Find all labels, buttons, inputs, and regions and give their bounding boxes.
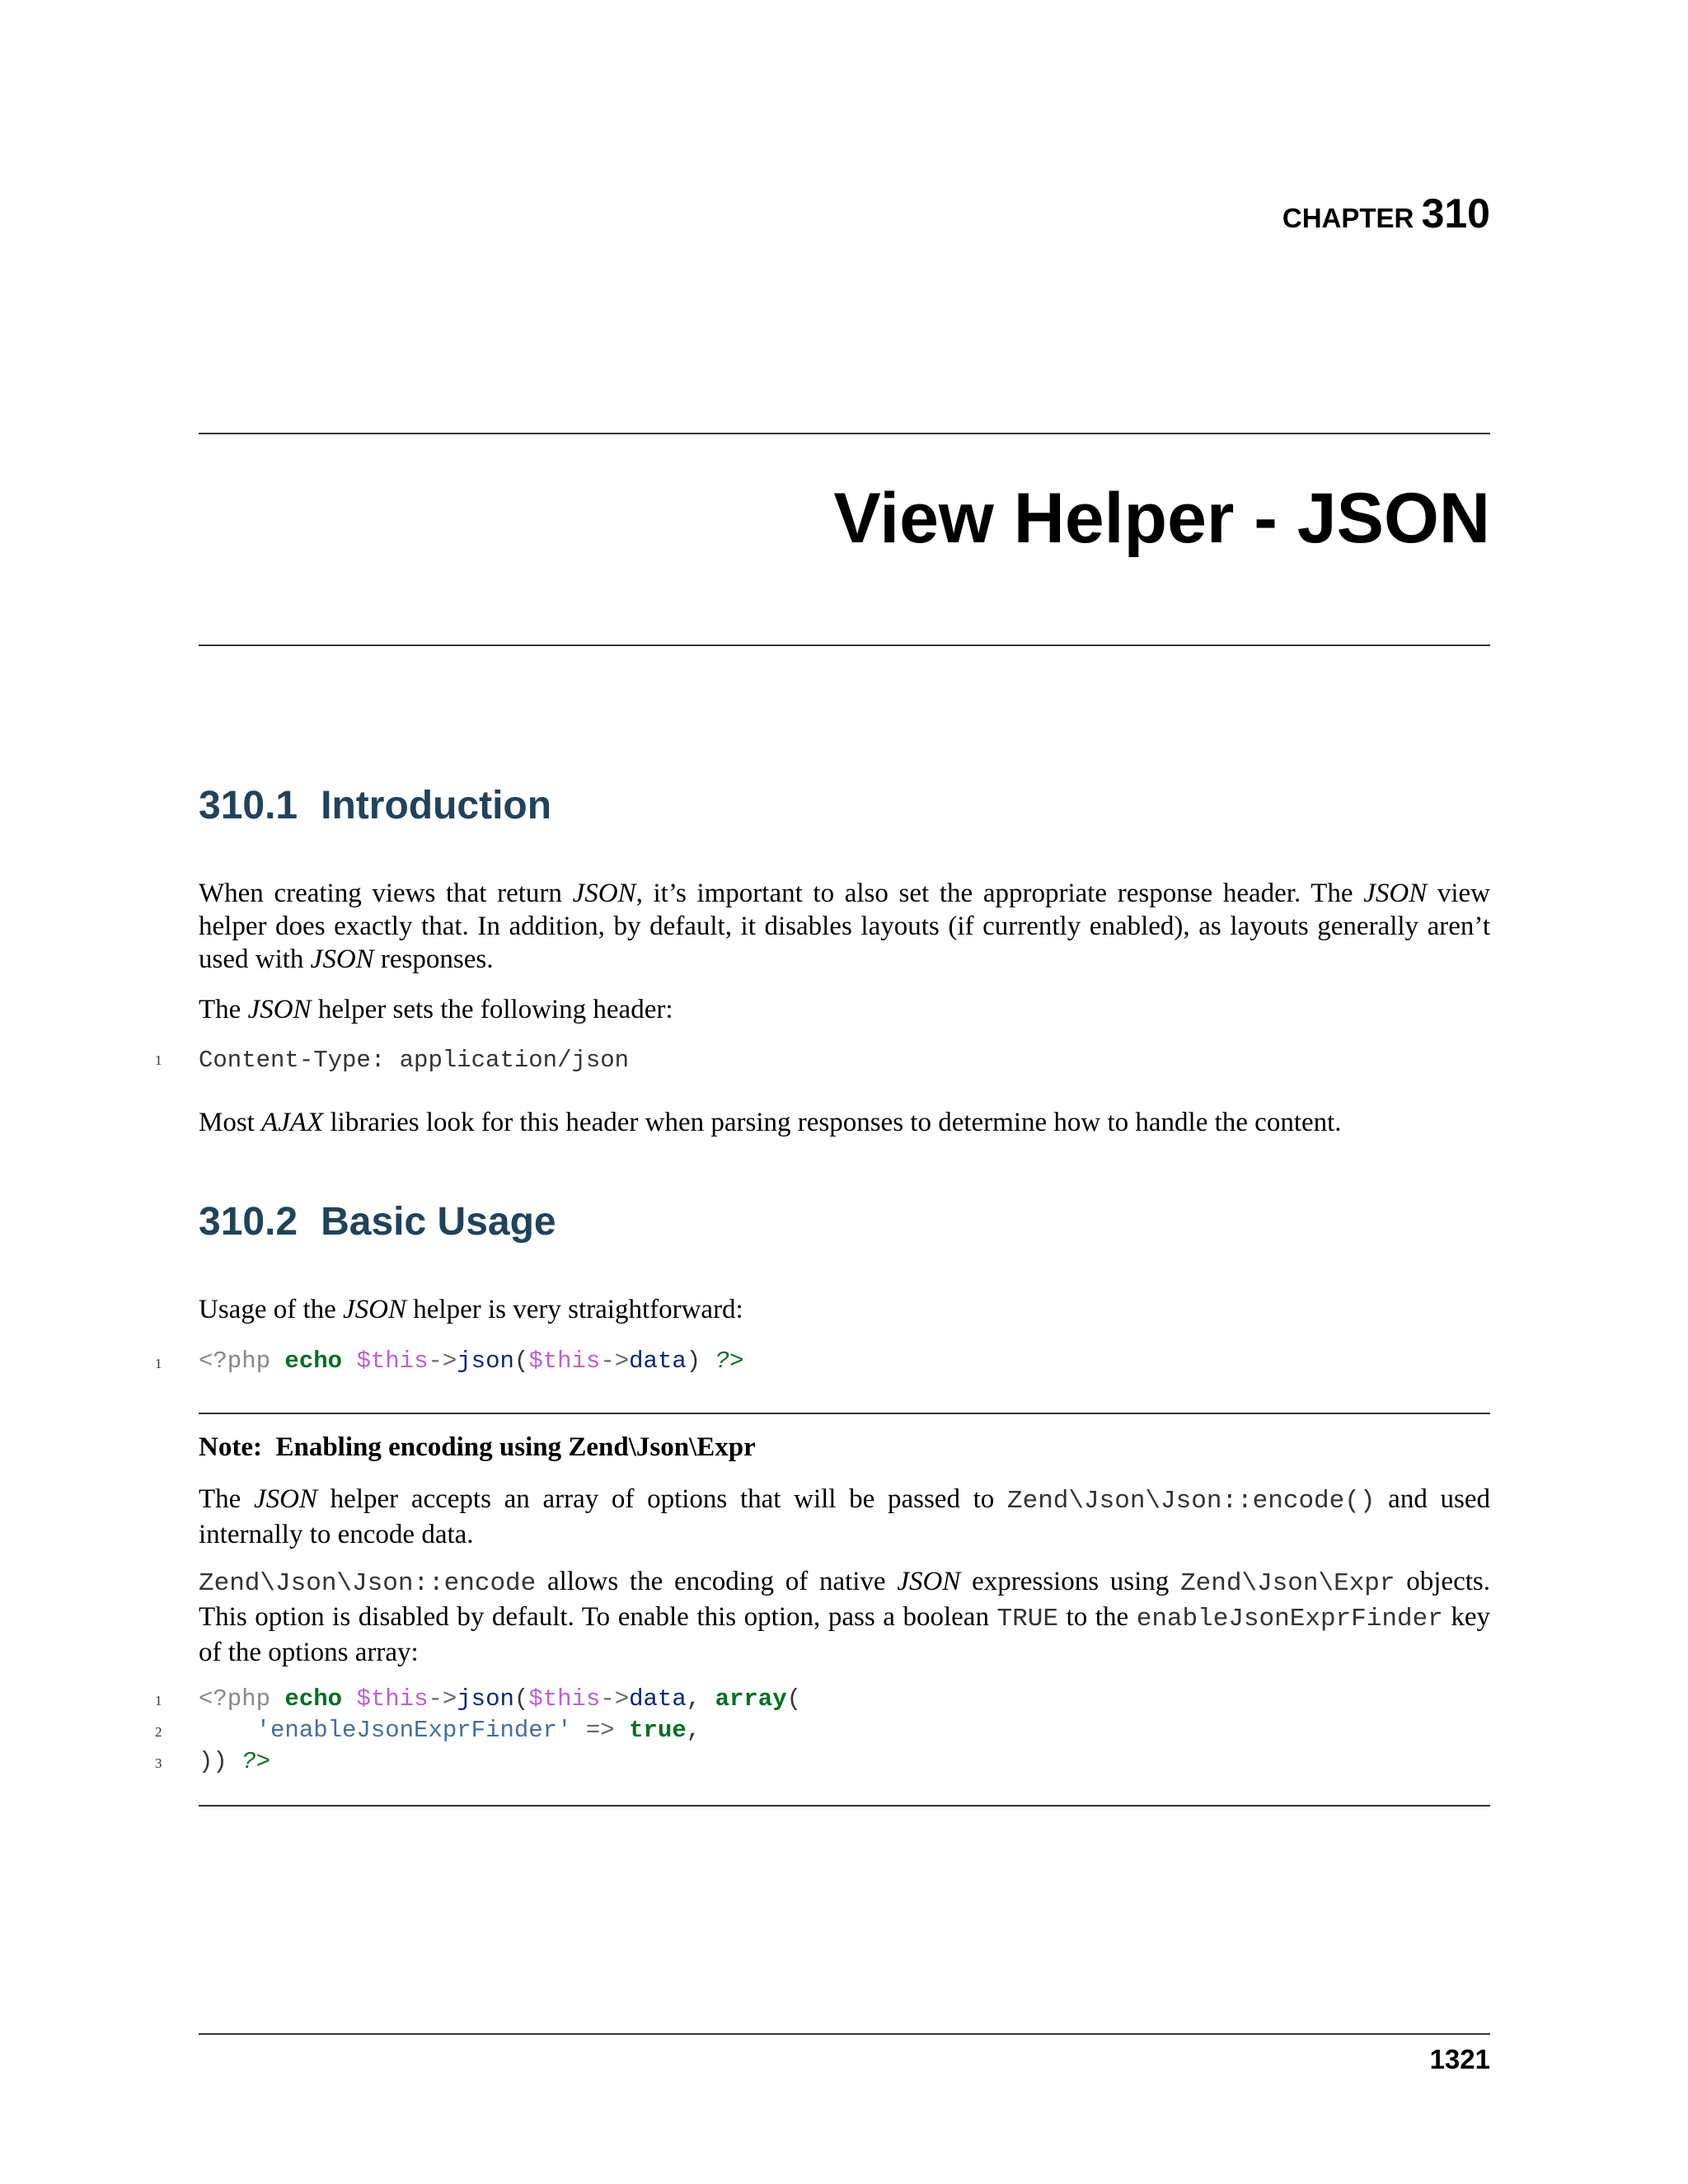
page-title: View Helper - JSON	[833, 479, 1490, 558]
footer-rule	[199, 2033, 1490, 2035]
section-number: 310.2	[199, 1200, 298, 1244]
note-label: Note:	[199, 1432, 262, 1462]
chapter-number: 310	[1421, 190, 1490, 237]
code-line-number: 1	[155, 1356, 162, 1371]
chapter-label	[1282, 190, 1490, 237]
intro-paragraph-1: When creating views that return JSON, it’s important to also set the appropriate response header. The JSON view helper does exactly that. In addition, by default, it disables layouts (if currently enabled), as layouts generally aren’t used with JSON responses.	[199, 879, 1491, 974]
note-heading: Enabling encoding using Zend\Json\Expr	[275, 1432, 756, 1462]
header-code-block: Content-Type: application/json	[199, 1047, 630, 1074]
note-paragraph-2: Zend\Json\Json::encode allows the encoding of native JSON expressions using Zend\Json\Expr objects. This option is disabled by default. To enable this option, pass a boolean TRUE to the enableJsonExprFinder key of the options array:	[199, 1567, 1491, 1667]
basic-code-block: <?php echo $this->json($this->data) ?>	[199, 1347, 744, 1375]
note-rule-top	[199, 1413, 1490, 1414]
title-rule-bottom	[199, 644, 1490, 646]
code-line-number: 3	[155, 1755, 162, 1771]
intro-paragraph-2: The JSON helper sets the following header:	[199, 995, 673, 1024]
basic-paragraph-1: Usage of the JSON helper is very straightforward:	[199, 1295, 743, 1324]
code-line-number: 1	[155, 1693, 162, 1708]
note-rule-bottom	[199, 1805, 1490, 1807]
title-rule-top	[199, 433, 1490, 434]
section-number: 310.1	[199, 784, 298, 827]
note-title	[199, 1432, 756, 1463]
code-line: <?php echo $this->json($this->data, array(	[199, 1685, 801, 1713]
code-line: 'enableJsonExprFinder' => true,	[256, 1717, 701, 1744]
section-heading-introduction	[199, 783, 551, 828]
intro-paragraph-3: Most AJAX libraries look for this header when parsing responses to determine how to handle the content.	[199, 1108, 1342, 1137]
page-number: 1321	[1429, 2044, 1490, 2074]
section-title: Basic Usage	[321, 1200, 556, 1244]
code-line-number: 1	[155, 1052, 162, 1068]
code-line-number: 2	[155, 1724, 162, 1740]
note-code-block	[199, 1684, 801, 1778]
note-paragraph-1: The JSON helper accepts an array of options that will be passed to Zend\Json\Json::encode() and used internally to encode data.	[199, 1484, 1490, 1549]
code-line: )) ?>	[199, 1748, 271, 1775]
chapter-word: CHAPTER	[1282, 203, 1414, 233]
section-title: Introduction	[321, 784, 552, 827]
section-heading-basic-usage	[199, 1199, 556, 1244]
